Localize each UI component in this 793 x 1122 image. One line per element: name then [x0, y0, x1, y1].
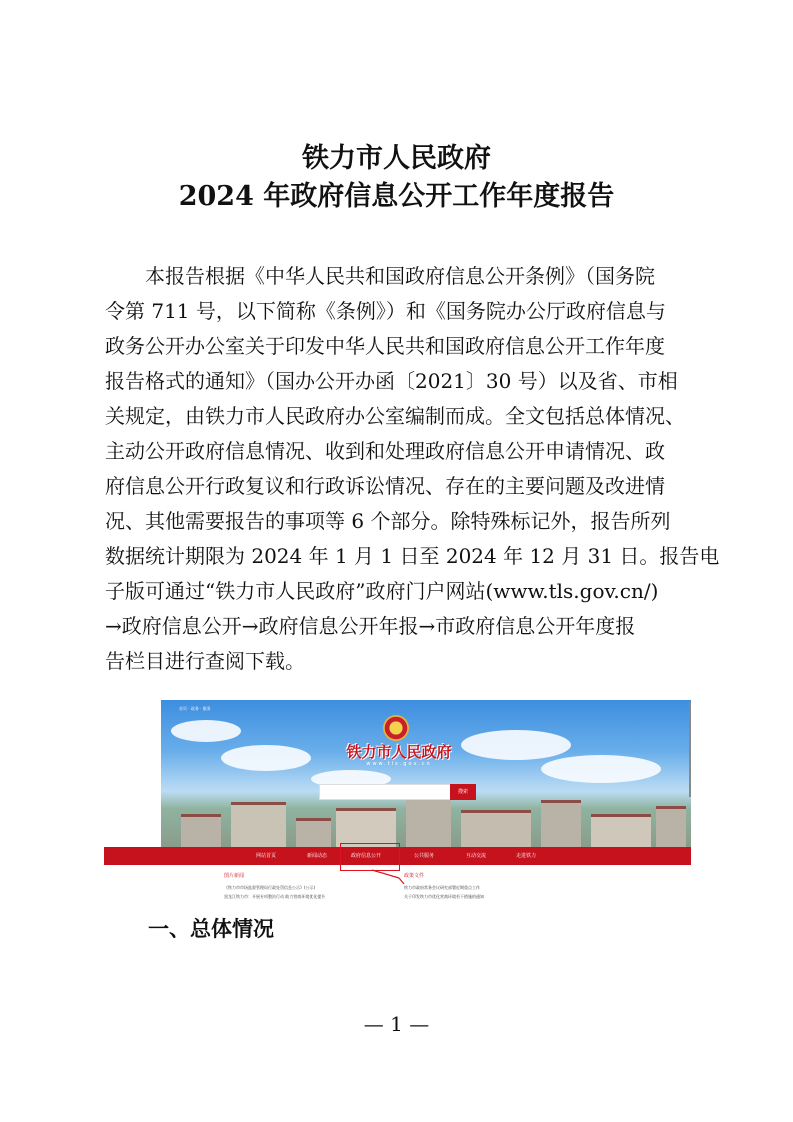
nav-item-interaction[interactable]: 互动交流	[466, 853, 487, 859]
paragraph-line: 本报告根据《中华人民共和国政府信息公开条例》（国务院	[105, 264, 655, 288]
paragraph-line: 令第 711 号，以下简称《条例》）和《国务院办公厅政府信息与	[105, 299, 666, 323]
news-section-right-title: 政策文件	[404, 873, 425, 879]
nav-item-news[interactable]: 新闻动态	[307, 853, 328, 859]
paragraph-line: 况、其他需要报告的事项等 6 个部分。除特殊标记外，报告所列	[105, 509, 671, 533]
news-item[interactable]: 《铁力市市场监督管理局行政处罚信息公示》(公示)	[224, 885, 316, 890]
paragraph-line: 数据统计期限为 2024 年 1 月 1 日至 2024 年 12 月 31 日。报告电	[105, 544, 720, 568]
pointer-arrow-icon	[104, 700, 691, 909]
website-screenshot	[104, 700, 691, 909]
scrollbar[interactable]	[689, 702, 691, 797]
site-url: www.tls.gov.cn	[366, 761, 432, 767]
site-name: 铁力市人民政府	[346, 743, 452, 761]
report-title-line-1: 铁力市人民政府	[302, 143, 491, 174]
nav-item-home[interactable]: 网站首页	[256, 853, 277, 859]
news-section-left-title: 图片新闻	[224, 873, 245, 879]
paragraph-line: 主动公开政府信息情况、收到和处理政府信息公开申请情况、政	[105, 439, 665, 463]
paragraph-line: →政府信息公开→政府信息公开年报→市政府信息公开年度报	[105, 614, 636, 638]
news-item[interactable]: 铁力市政府常务会议研究部署近期重点工作	[404, 885, 480, 890]
nav-item-services[interactable]: 公共服务	[414, 853, 435, 859]
news-item[interactable]: 黑龙江铁力市：开展专项整治行动 助力营商环境优化提升	[224, 894, 326, 899]
paragraph-line: 报告格式的通知》（国办公开办函〔2021〕30 号）以及省、市相	[105, 369, 678, 393]
report-title-line-2: 2024 年政府信息公开工作年度报告	[178, 181, 615, 212]
paragraph-line: 子版可通过“铁力市人民政府”政府门户网站(www.tls.gov.cn/)	[105, 579, 659, 603]
paragraph-line: 政务公开办公室关于印发中华人民共和国政府信息公开工作年度	[105, 334, 665, 358]
nav-item-about[interactable]: 走进铁力	[516, 853, 537, 859]
page-number: — 1 —	[363, 1012, 430, 1036]
paragraph-line: 告栏目进行查阅下载。	[105, 649, 305, 673]
news-item[interactable]: 关于印发铁力市优化营商环境若干措施的通知	[404, 894, 484, 899]
paragraph-line: 府信息公开行政复议和行政诉讼情况、存在的主要问题及改进情	[105, 474, 665, 498]
topbar-links: 首页 · 政务 · 服务	[179, 706, 211, 711]
search-button[interactable]: 搜索	[450, 784, 476, 800]
nav-item-gov-info[interactable]: 政府信息公开	[351, 853, 382, 859]
section-heading: 一、总体情况	[148, 917, 274, 941]
paragraph-line: 关规定，由铁力市人民政府办公室编制而成。全文包括总体情况、	[105, 404, 685, 428]
